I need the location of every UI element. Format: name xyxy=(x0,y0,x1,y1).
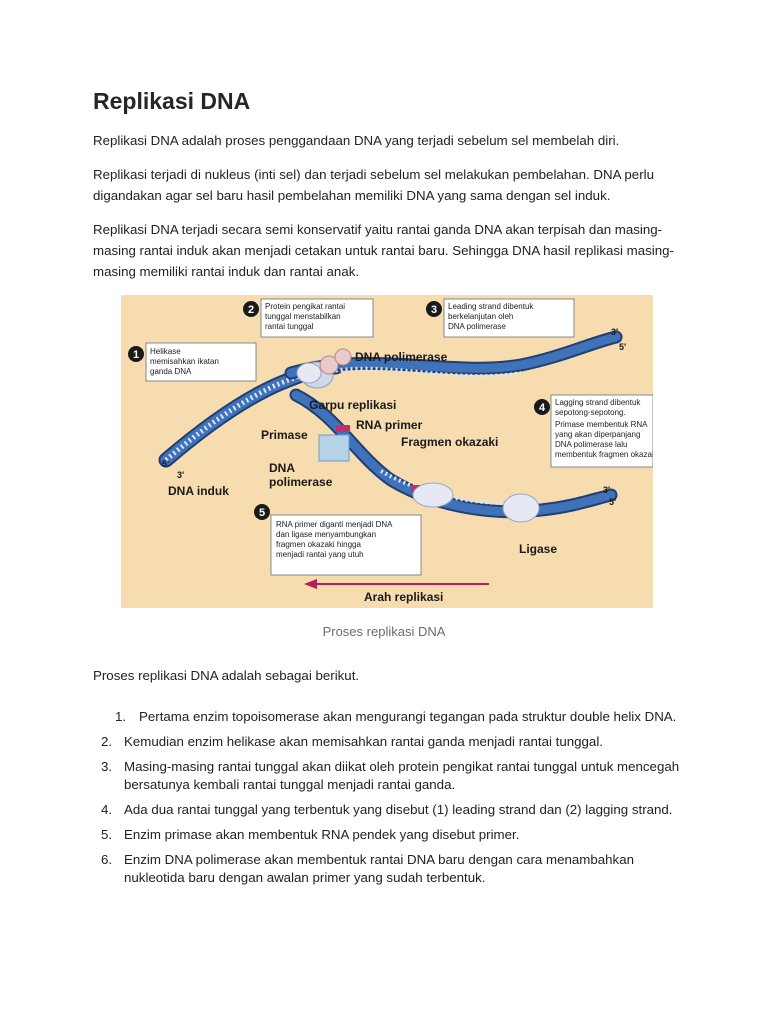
label-dna-polimerase-top: DNA polimerase xyxy=(355,350,448,364)
binding-protein-2 xyxy=(335,349,351,365)
end-label-3-bottom: 3' xyxy=(603,485,611,495)
list-item-text: Masing-masing rantai tunggal akan diikat oleh protein pengikat rantai tunggal untuk mencegah bersatunya kembali rantai tunggal menjadi rantai ganda. xyxy=(124,759,680,792)
callout-2-number: 2 xyxy=(247,304,255,316)
process-steps-list xyxy=(93,708,683,894)
list-item-text: Pertama enzim topoisomerase akan mengurangi tegangan pada struktur double helix DNA. xyxy=(139,709,677,724)
list-item xyxy=(93,826,683,844)
ligase-enzyme xyxy=(503,494,539,522)
list-item xyxy=(93,801,683,819)
callout-1-number: 1 xyxy=(132,349,140,361)
end-label-5-left: 5' xyxy=(162,459,170,469)
callout-5-line-3: fragmen okazaki hingga xyxy=(276,540,361,549)
label-ligase: Ligase xyxy=(519,542,558,556)
primase-enzyme xyxy=(319,435,349,461)
paragraph-definition: Replikasi DNA adalah proses penggandaan DNA yang terjadi sebelum sel membelah diri. xyxy=(93,133,620,148)
label-rna-primer: RNA primer xyxy=(356,418,423,432)
end-label-5-top: 5' xyxy=(619,342,627,352)
list-item-number: 1. xyxy=(115,709,127,724)
callout-4-line-3: Primase membentuk RNA xyxy=(555,420,648,429)
list-item-number: 5. xyxy=(101,827,113,842)
callout-2-line-3: rantai tunggal xyxy=(265,322,314,331)
page-title: Replikasi DNA xyxy=(93,88,251,114)
callout-1-line-1: Helikase xyxy=(150,347,181,356)
callout-4-line-2: sepotong-sepotong. xyxy=(555,408,626,417)
label-arah-replikasi: Arah replikasi xyxy=(364,590,444,604)
callout-3-line-3: DNA polimerase xyxy=(448,322,506,331)
end-label-3-left: 3' xyxy=(177,470,185,480)
list-item xyxy=(93,733,683,751)
paragraph-location: Replikasi terjadi di nukleus (inti sel) dan terjadi sebelum sel melakukan pembelahan. DNA perlu digandakan agar sel baru hasil pembelahan memiliki DNA yang sama dengan sel induk. xyxy=(93,167,654,203)
list-item-text: Ada dua rantai tunggal yang terbentuk yang disebut (1) leading strand dan (2) lagging strand. xyxy=(124,802,673,817)
callout-3-number: 3 xyxy=(430,304,438,316)
list-item-number: 4. xyxy=(101,802,113,817)
figure-caption: Proses replikasi DNA xyxy=(322,624,446,639)
paragraph-process-intro: Proses replikasi DNA adalah sebagai berikut. xyxy=(93,668,360,683)
label-garpu-replikasi: Garpu replikasi xyxy=(309,398,397,412)
callout-5-line-2: dan ligase menyambungkan xyxy=(276,530,377,539)
callout-1-line-3: ganda DNA xyxy=(150,367,192,376)
end-label-3-top: 3' xyxy=(611,327,619,337)
list-item-text: Enzim primase akan membentuk RNA pendek yang disebut primer. xyxy=(124,827,520,842)
dna-replication-diagram xyxy=(121,295,653,608)
paragraph-semiconservative: Replikasi DNA terjadi secara semi konservatif yaitu rantai ganda DNA akan terpisah dan masing-masing rantai induk akan menjadi cetakan untuk rantai baru. Sehingga DNA hasil replikasi masing-masing memiliki rantai induk dan rantai anak. xyxy=(93,222,674,279)
list-item xyxy=(93,758,683,794)
list-item xyxy=(93,708,683,726)
dna-polimerase-top-enzyme xyxy=(297,363,321,383)
callout-5-line-1: RNA primer diganti menjadi DNA xyxy=(276,520,393,529)
callout-4-number: 4 xyxy=(538,402,546,414)
label-primase: Primase xyxy=(261,428,308,442)
callout-1-line-2: memisahkan ikatan xyxy=(150,357,219,366)
label-dna-polimerase-bottom-line2: polimerase xyxy=(269,475,333,489)
rna-primer-mark-1 xyxy=(336,425,350,432)
list-item-number: 2. xyxy=(101,734,113,749)
list-item-text: Kemudian enzim helikase akan memisahkan rantai ganda menjadi rantai tunggal. xyxy=(124,734,603,749)
list-item-text: Enzim DNA polimerase akan membentuk rantai DNA baru dengan cara menambahkan nukleotida baru dengan awalan primer yang sudah terbentuk. xyxy=(124,852,634,885)
diagram-svg xyxy=(121,295,653,608)
label-fragmen-okazaki: Fragmen okazaki xyxy=(401,435,499,449)
callout-2-line-2: tunggal menstabilkan xyxy=(265,312,341,321)
callout-3-line-2: berkelanjutan oleh xyxy=(448,312,514,321)
list-item xyxy=(93,851,683,887)
list-item-number: 6. xyxy=(101,852,113,867)
callout-2-line-1: Protein pengikat rantai xyxy=(265,302,346,311)
callout-3-line-1: Leading strand dibentuk xyxy=(448,302,534,311)
end-label-5-bottom: 5' xyxy=(609,497,617,507)
callout-5-line-4: menjadi rantai yang utuh xyxy=(276,550,364,559)
label-dna-polimerase-bottom-line1: DNA xyxy=(269,461,295,475)
callout-4-line-1: Lagging strand dibentuk xyxy=(555,398,641,407)
callout-4-line-6: membentuk fragmen okazaki xyxy=(555,450,653,459)
dna-polimerase-bottom-enzyme xyxy=(413,483,453,507)
list-item-number: 3. xyxy=(101,759,113,774)
label-dna-induk: DNA induk xyxy=(168,484,229,498)
callout-4-line-4: yang akan diperpanjang xyxy=(555,430,641,439)
callout-5-number: 5 xyxy=(258,507,266,519)
callout-4-line-5: DNA polimerase lalu xyxy=(555,440,628,449)
